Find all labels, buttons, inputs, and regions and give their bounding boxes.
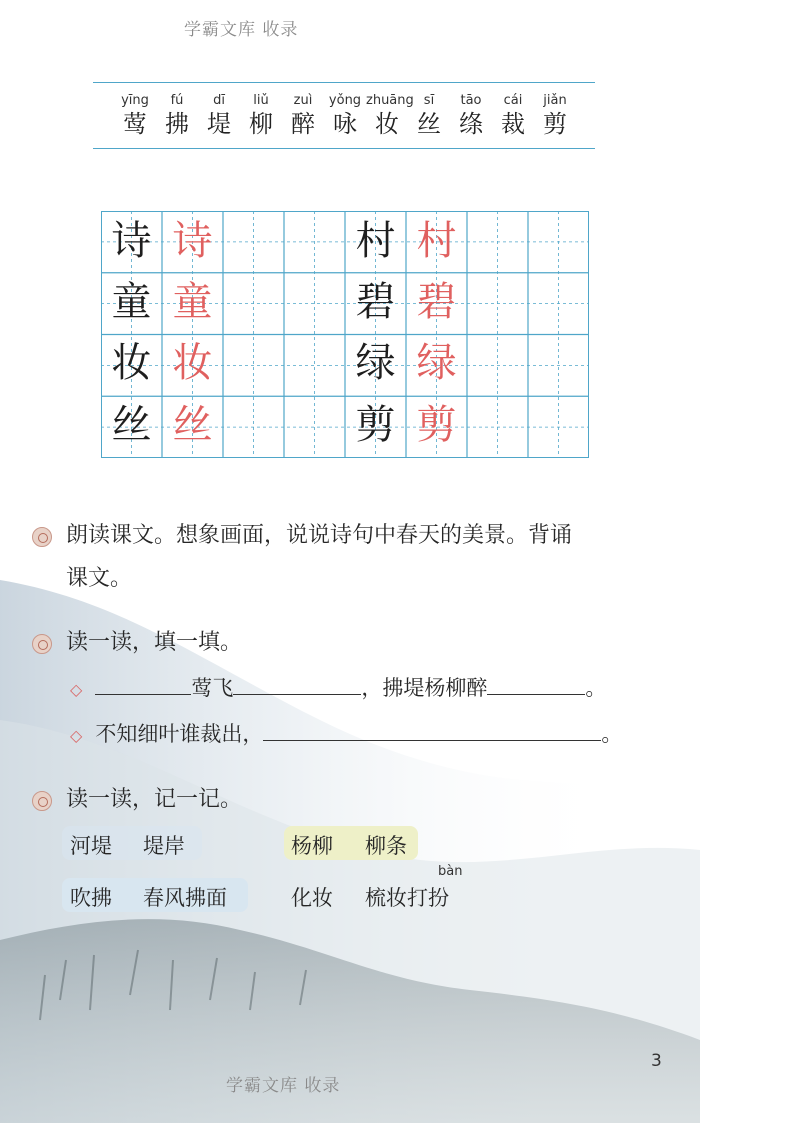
new-char-item xyxy=(534,92,576,139)
char-hanzi: 绦 xyxy=(459,110,483,138)
grid-char-trace: 诗 xyxy=(172,218,213,264)
grid-char-model: 童 xyxy=(111,279,152,325)
watermark-bottom: 学霸文库 收录 xyxy=(226,1076,341,1096)
diamond-icon: ◇ xyxy=(70,680,83,699)
grid-char-model: 丝 xyxy=(111,402,152,448)
char-hanzi: 咏 xyxy=(333,110,357,138)
grid-char-trace: 剪 xyxy=(416,402,457,448)
char-pinyin: liǔ xyxy=(253,93,269,108)
word: 杨柳 xyxy=(291,834,333,858)
exercise2-title: 读一读，填一填。 xyxy=(66,630,243,655)
char-hanzi: 拂 xyxy=(165,110,189,138)
word: 化妆 xyxy=(291,886,333,910)
grid-char-model: 诗 xyxy=(111,218,152,264)
char-hanzi: 剪 xyxy=(543,110,567,138)
char-hanzi: 丝 xyxy=(417,110,441,138)
new-char-item xyxy=(156,92,198,139)
word: 吹拂 xyxy=(70,886,112,910)
new-char-item xyxy=(198,92,240,139)
grid-char-trace: 妆 xyxy=(172,340,213,386)
grid-char-trace: 丝 xyxy=(172,402,213,448)
grid-char-trace: 童 xyxy=(172,279,213,325)
char-hanzi: 莺 xyxy=(123,110,147,138)
char-pinyin: sī xyxy=(423,93,435,108)
char-pinyin: tāo xyxy=(460,93,482,108)
grid-char-model: 碧 xyxy=(355,279,396,325)
new-char-item xyxy=(450,92,492,139)
grid-char-model: 剪 xyxy=(355,402,396,448)
char-hanzi: 醉 xyxy=(291,110,315,138)
new-char-item xyxy=(492,92,534,139)
char-hanzi: 裁 xyxy=(501,110,525,138)
char-pinyin: dī xyxy=(213,93,225,108)
new-char-item xyxy=(324,92,366,139)
grid-char-model: 妆 xyxy=(111,340,152,386)
grid-char-model: 绿 xyxy=(355,340,396,386)
diamond-icon: ◇ xyxy=(70,726,83,745)
char-hanzi: 妆 xyxy=(375,110,399,138)
fill-text: 莺飞 xyxy=(191,676,234,700)
char-pinyin: yīng xyxy=(121,93,149,108)
word: 堤岸 xyxy=(143,834,185,858)
grid-char-model: 村 xyxy=(355,218,396,264)
new-char-item xyxy=(366,92,414,139)
grid-char-trace: 绿 xyxy=(416,340,457,386)
fill-item-1 xyxy=(70,672,606,702)
fill-blank[interactable] xyxy=(95,674,191,695)
writing-grid xyxy=(101,211,589,458)
fill-text: 不知细叶谁裁出， xyxy=(95,722,264,746)
fill-blank[interactable] xyxy=(233,674,361,695)
exercise1-line1: 朗读课文。想象画面，说说诗句中春天的美景。背诵 xyxy=(66,523,573,548)
char-pinyin: fú xyxy=(170,93,184,108)
word: 柳条 xyxy=(365,834,407,858)
new-char-item xyxy=(408,92,450,139)
pinyin-annotation: bàn xyxy=(438,864,463,879)
exercise-bullet-icon xyxy=(32,527,52,547)
new-char-item xyxy=(282,92,324,139)
char-hanzi: 柳 xyxy=(249,110,273,138)
exercise1-line2: 课文。 xyxy=(66,566,133,591)
exercise-bullet-icon xyxy=(32,634,52,654)
bottom-rule xyxy=(93,148,595,149)
exercise-bullet-icon xyxy=(32,791,52,811)
new-characters-list xyxy=(114,92,576,139)
new-char-item xyxy=(240,92,282,139)
watermark-top: 学霸文库 收录 xyxy=(184,20,299,40)
grid-char-trace: 碧 xyxy=(416,279,457,325)
new-char-item xyxy=(114,92,156,139)
word: 梳妆打扮 xyxy=(365,886,449,910)
char-pinyin: zhuāng xyxy=(366,93,414,108)
grid-char-trace: 村 xyxy=(416,218,457,264)
fill-blank[interactable] xyxy=(263,720,601,741)
fill-text: ，拂堤杨柳醉 xyxy=(361,676,488,700)
top-rule xyxy=(93,82,595,83)
fill-end: 。 xyxy=(585,676,607,700)
word: 河堤 xyxy=(70,834,112,858)
char-pinyin: zuì xyxy=(293,93,313,108)
page-number: 3 xyxy=(651,1051,662,1071)
fill-blank[interactable] xyxy=(487,674,585,695)
char-hanzi: 堤 xyxy=(207,110,231,138)
word: 春风拂面 xyxy=(143,886,227,910)
char-pinyin: jiǎn xyxy=(543,93,567,108)
fill-item-2 xyxy=(70,718,622,748)
exercise3-title: 读一读，记一记。 xyxy=(66,787,243,812)
fill-end: 。 xyxy=(601,722,623,746)
char-pinyin: cái xyxy=(503,93,523,108)
char-pinyin: yǒng xyxy=(328,93,362,108)
